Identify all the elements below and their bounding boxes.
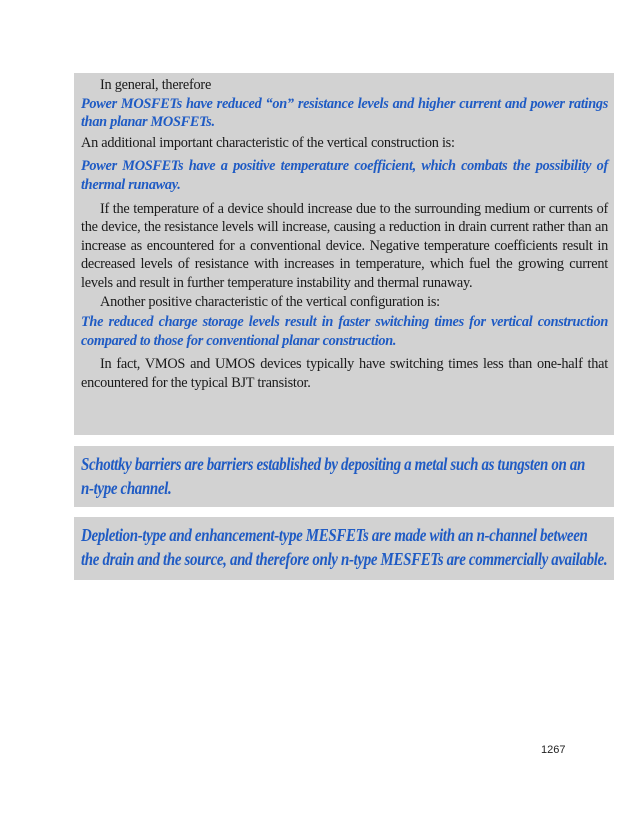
temperature-paragraph: If the temperature of a device should increase due to the surrounding medium or currents of the device, the resistance levels will increase, causing a reduction in drain current rather than an increase as encountered for a conventional device. Negative temperature coefficients result in decreased levels of resistance with increases in temperature, which fuel the growing current levels and result in further temperature instability and thermal runaway. xyxy=(81,200,608,291)
vertical-construction-line: An additional important characteristic of the vertical construction is: xyxy=(81,134,455,151)
schottky-line-1: Schottky barriers are barriers established by depositing a metal such as tungsten on an xyxy=(81,454,585,474)
vmos-umos-paragraph: In fact, VMOS and UMOS devices typically have switching times less than one-half that encountered for the typical BJT transistor. xyxy=(81,356,608,391)
schottky-line-2: n-type channel. xyxy=(81,478,172,498)
main-text-panel xyxy=(74,73,614,435)
schottky-panel xyxy=(74,446,614,507)
mesfet-line-2: the drain and the source, and therefore only n-type MESFETs are commercially available. xyxy=(81,549,608,569)
highlight-switching-times: The reduced charge storage levels result in faster switching times for vertical construction compared to those for conventional planar construction. xyxy=(81,314,608,349)
intro-line: In general, therefore xyxy=(100,77,212,93)
mesfet-line-1: Depletion-type and enhancement-type MESFETs are made with an n-channel between xyxy=(81,525,588,545)
mesfet-panel xyxy=(74,517,614,580)
highlight-power-mosfet-ratings: Power MOSFETs have reduced “on” resistance levels and higher current and power ratings than planar MOSFETs. xyxy=(81,95,608,131)
highlight-temperature-coefficient: Power MOSFETs have a positive temperature coefficient, which combats the possibility of thermal runaway. xyxy=(81,158,608,193)
vertical-configuration-line: Another positive characteristic of the vertical configuration is: xyxy=(100,293,440,310)
page-number: 1267 xyxy=(541,744,566,756)
